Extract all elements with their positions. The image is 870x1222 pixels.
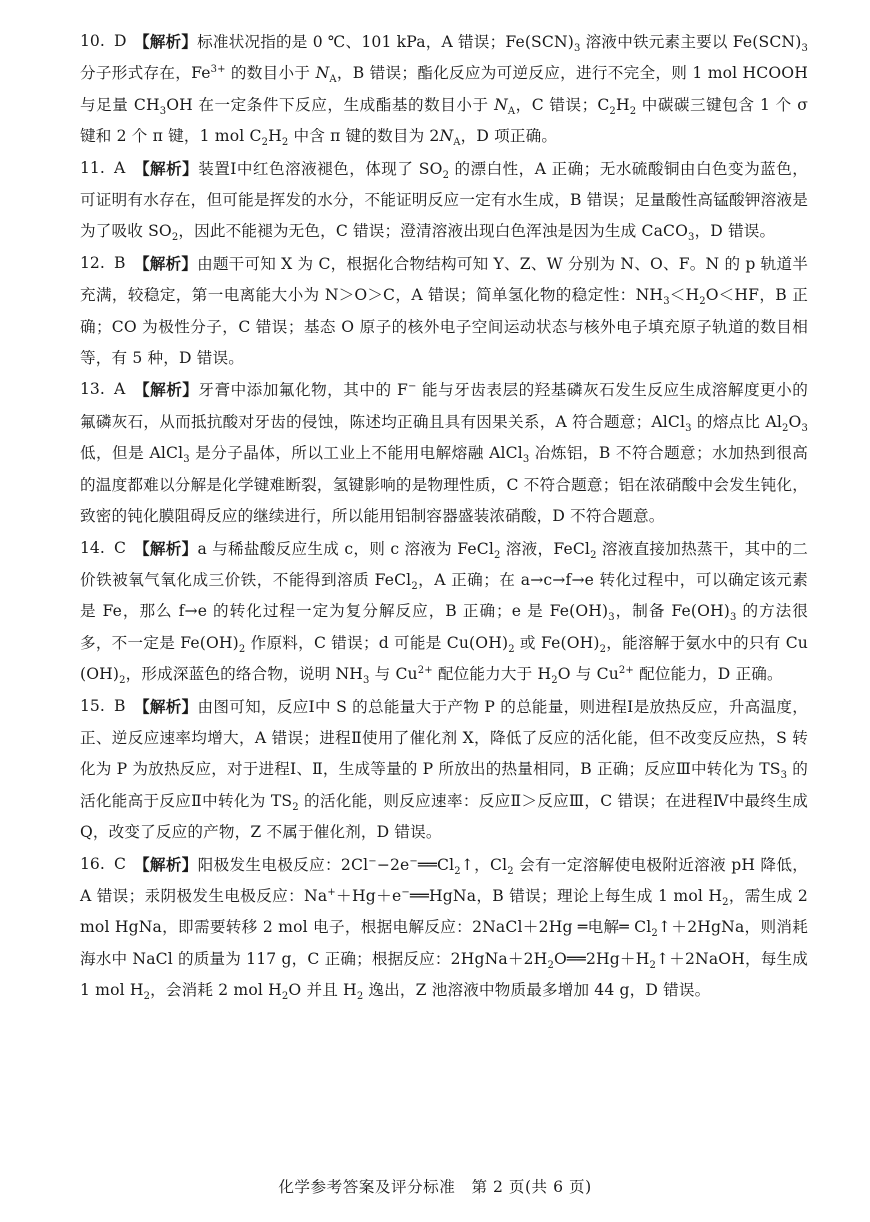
answer-document	[80, 26, 808, 1007]
explanation-body: 由图可知，反应Ⅰ中 S 的总能量大于产物 P 的总能量，则进程Ⅰ是放热反应，升高温度，正、逆反应速率均增大，A 错误；进程Ⅱ使用了催化剂 X，降低了反应的活化能，但不改变反应热，S 转化为 P 为放热反应，对于进程Ⅰ、Ⅱ，生成等量的 P 所放出的热量相同，B 正确；反应Ⅲ中转化为 $TS_3$ 的活化能高于反应Ⅱ中转化为 $TS_2$ 的活化能，则反应速率：反应Ⅱ＞反应Ⅲ，C 错误；在进程Ⅳ中最终生成 Q，改变了反应的产物，Z 不属于催化剂，D 错误。	[80, 697, 808, 842]
answer-item	[80, 849, 808, 1007]
question-number: 12.	[80, 253, 105, 272]
explanation-body: 牙膏中添加氟化物，其中的 F− 能与牙齿表层的羟基磷灰石发生反应生成溶解度更小的氟磷灰石，从而抵抗酸对牙齿的侵蚀，陈述均正确且具有因果关系，A 符合题意；AlCl$_3$ 的熔点比 $Al_2O_3$ 低，但是 AlCl$_3$ 是分子晶体，所以工业上不能用电解熔融 AlCl$_3$ 冶炼铝，B 不符合题意；水加热到很高的温度都难以分解是化学键难断裂，氢键影响的是物理性质，C 不符合题意；铝在浓硝酸中会发生钝化，致密的钝化膜阻碍反应的继续进行，所以能用铝制容器盛装浓硝酸，D 不符合题意。	[80, 381, 808, 526]
answer-letter: B	[114, 253, 126, 272]
analysis-tag: 【解析】	[134, 696, 198, 716]
answer-item	[80, 153, 808, 248]
analysis-tag: 【解析】	[134, 380, 199, 400]
analysis-tag: 【解析】	[134, 854, 198, 874]
question-number: 10.	[80, 32, 105, 50]
answer-letter: A	[114, 158, 126, 177]
explanation-body: 标准状况指的是 0 ℃、101 kPa，A 错误；$Fe(SCN)_3$ 溶液中铁元素主要以 $Fe(SCN)_3$ 分子形式存在，$Fe^{3+}$ 的数目小于 $N_A$，B 错误；酯化反应为可逆反应，进行不完全，则 1 mol HCOOH 与足量 $CH_3OH$ 在一定条件下反应，生成酯基的数目小于 $N_A$，C 错误；$C_2H_2$ 中碳碳三键包含 1 个 σ 键和 2 个 π 键，1 mol $C_2H_2$ 中含 π 键的数目为 $2N_A$，D 项正确。	[80, 33, 809, 149]
explanation-body: a 与稀盐酸反应生成 c，则 c 溶液为 FeCl$_2$ 溶液，FeCl$_2$ 溶液直接加热蒸干，其中的二价铁被氧气氧化成三价铁，不能得到溶质 FeCl$_2$，A 正确；在 a→c→f→e 转化过程中，可以确定该元素是 Fe，那么 f→e 的转化过程一定为复分解反应，B 正确；e 是 $Fe(OH)_3$，制备 $Fe(OH)_3$ 的方法很多，不一定是 $Fe(OH)_2$ 作原料，C 错误；d 可能是 $Cu(OH)_2$ 或 $Fe(OH)_2$，能溶解于氨水中的只有 $Cu(OH)_2$，形成深蓝色的络合物，说明 $NH_3$ 与 $Cu^{2+}$ 配位能力大于 $H_2O$ 与 $Cu^{2+}$ 配位能力，D 正确。	[80, 539, 809, 687]
answer-item	[80, 533, 808, 691]
answer-letter: C	[114, 538, 126, 557]
analysis-tag: 【解析】	[134, 158, 199, 178]
answer-item	[80, 248, 808, 375]
analysis-tag: 【解析】	[134, 253, 198, 273]
analysis-tag: 【解析】	[134, 32, 198, 51]
explanation-text	[80, 849, 808, 1007]
answer-letter: C	[114, 854, 126, 873]
answer-letter: A	[114, 380, 126, 399]
question-number: 16.	[80, 854, 105, 873]
explanation-text	[80, 374, 808, 532]
analysis-tag: 【解析】	[134, 538, 198, 558]
explanation-body: 阳极发生电极反应：$2Cl^--2e^-══Cl_2↑$，$Cl_2$ 会有一定溶解使电极附近溶液 pH 降低，A 错误；汞阴极发生电极反应：Na+＋Hg＋e−══HgNa，B 错误；理论上每生成 1 mol $H_2$，需生成 2 mol HgNa，即需要转移 2 mol 电子，根据电解反应：2NaCl＋2Hg ═电解═ $Cl_2↑+2HgNa$，则消耗海水中 NaCl 的质量为 117 g，C 正确；根据反应：$2HgNa+2H_2O══2Hg+H_2↑+2NaOH$，每生成 1 mol $H_2$，会消耗 2 mol $H_2O$ 并且 $H_2$ 逸出，Z 池溶液中物质最多增加 44 g，D 错误。	[80, 855, 809, 1003]
explanation-body: 由题干可知 X 为 C，根据化合物结构可知 Y、Z、W 分别为 N、O、F。N 的 p 轨道半充满，较稳定，第一电离能大小为 N＞O＞C，A 错误；简单氢化物的稳定性：$NH_3<H_2O<HF$，B 正确；CO 为极性分子，C 错误；基态 O 原子的核外电子空间运动状态与核外电子填充原子轨道的数目相等，有 5 种，D 错误。	[80, 254, 808, 368]
explanation-body: 装置Ⅰ中红色溶液褪色，体现了 $SO_2$ 的漂白性，A 正确；无水硫酸铜由白色变为蓝色，可证明有水存在，但可能是挥发的水分，不能证明反应一定有水生成，B 错误；足量酸性高锰酸钾溶液是为了吸收 $SO_2$，因此不能褪为无色，C 错误；澄清溶液出现白色浑浊是因为生成 CaCO$_3$，D 错误。	[80, 159, 808, 244]
question-number: 14.	[80, 538, 105, 557]
answer-item	[80, 26, 808, 153]
explanation-text	[80, 153, 808, 248]
page-footer: 化学参考答案及评分标准 第 2 页(共 6 页)	[278, 1178, 592, 1196]
answer-letter: D	[114, 32, 127, 50]
explanation-text	[80, 691, 808, 849]
explanation-text	[80, 248, 808, 375]
explanation-text	[80, 26, 808, 153]
answer-letter: B	[114, 696, 126, 715]
question-number: 11.	[80, 158, 105, 177]
question-number: 13.	[80, 380, 105, 399]
answer-item	[80, 691, 808, 849]
answer-item	[80, 374, 808, 532]
question-number: 15.	[80, 696, 105, 715]
explanation-text	[80, 533, 808, 691]
